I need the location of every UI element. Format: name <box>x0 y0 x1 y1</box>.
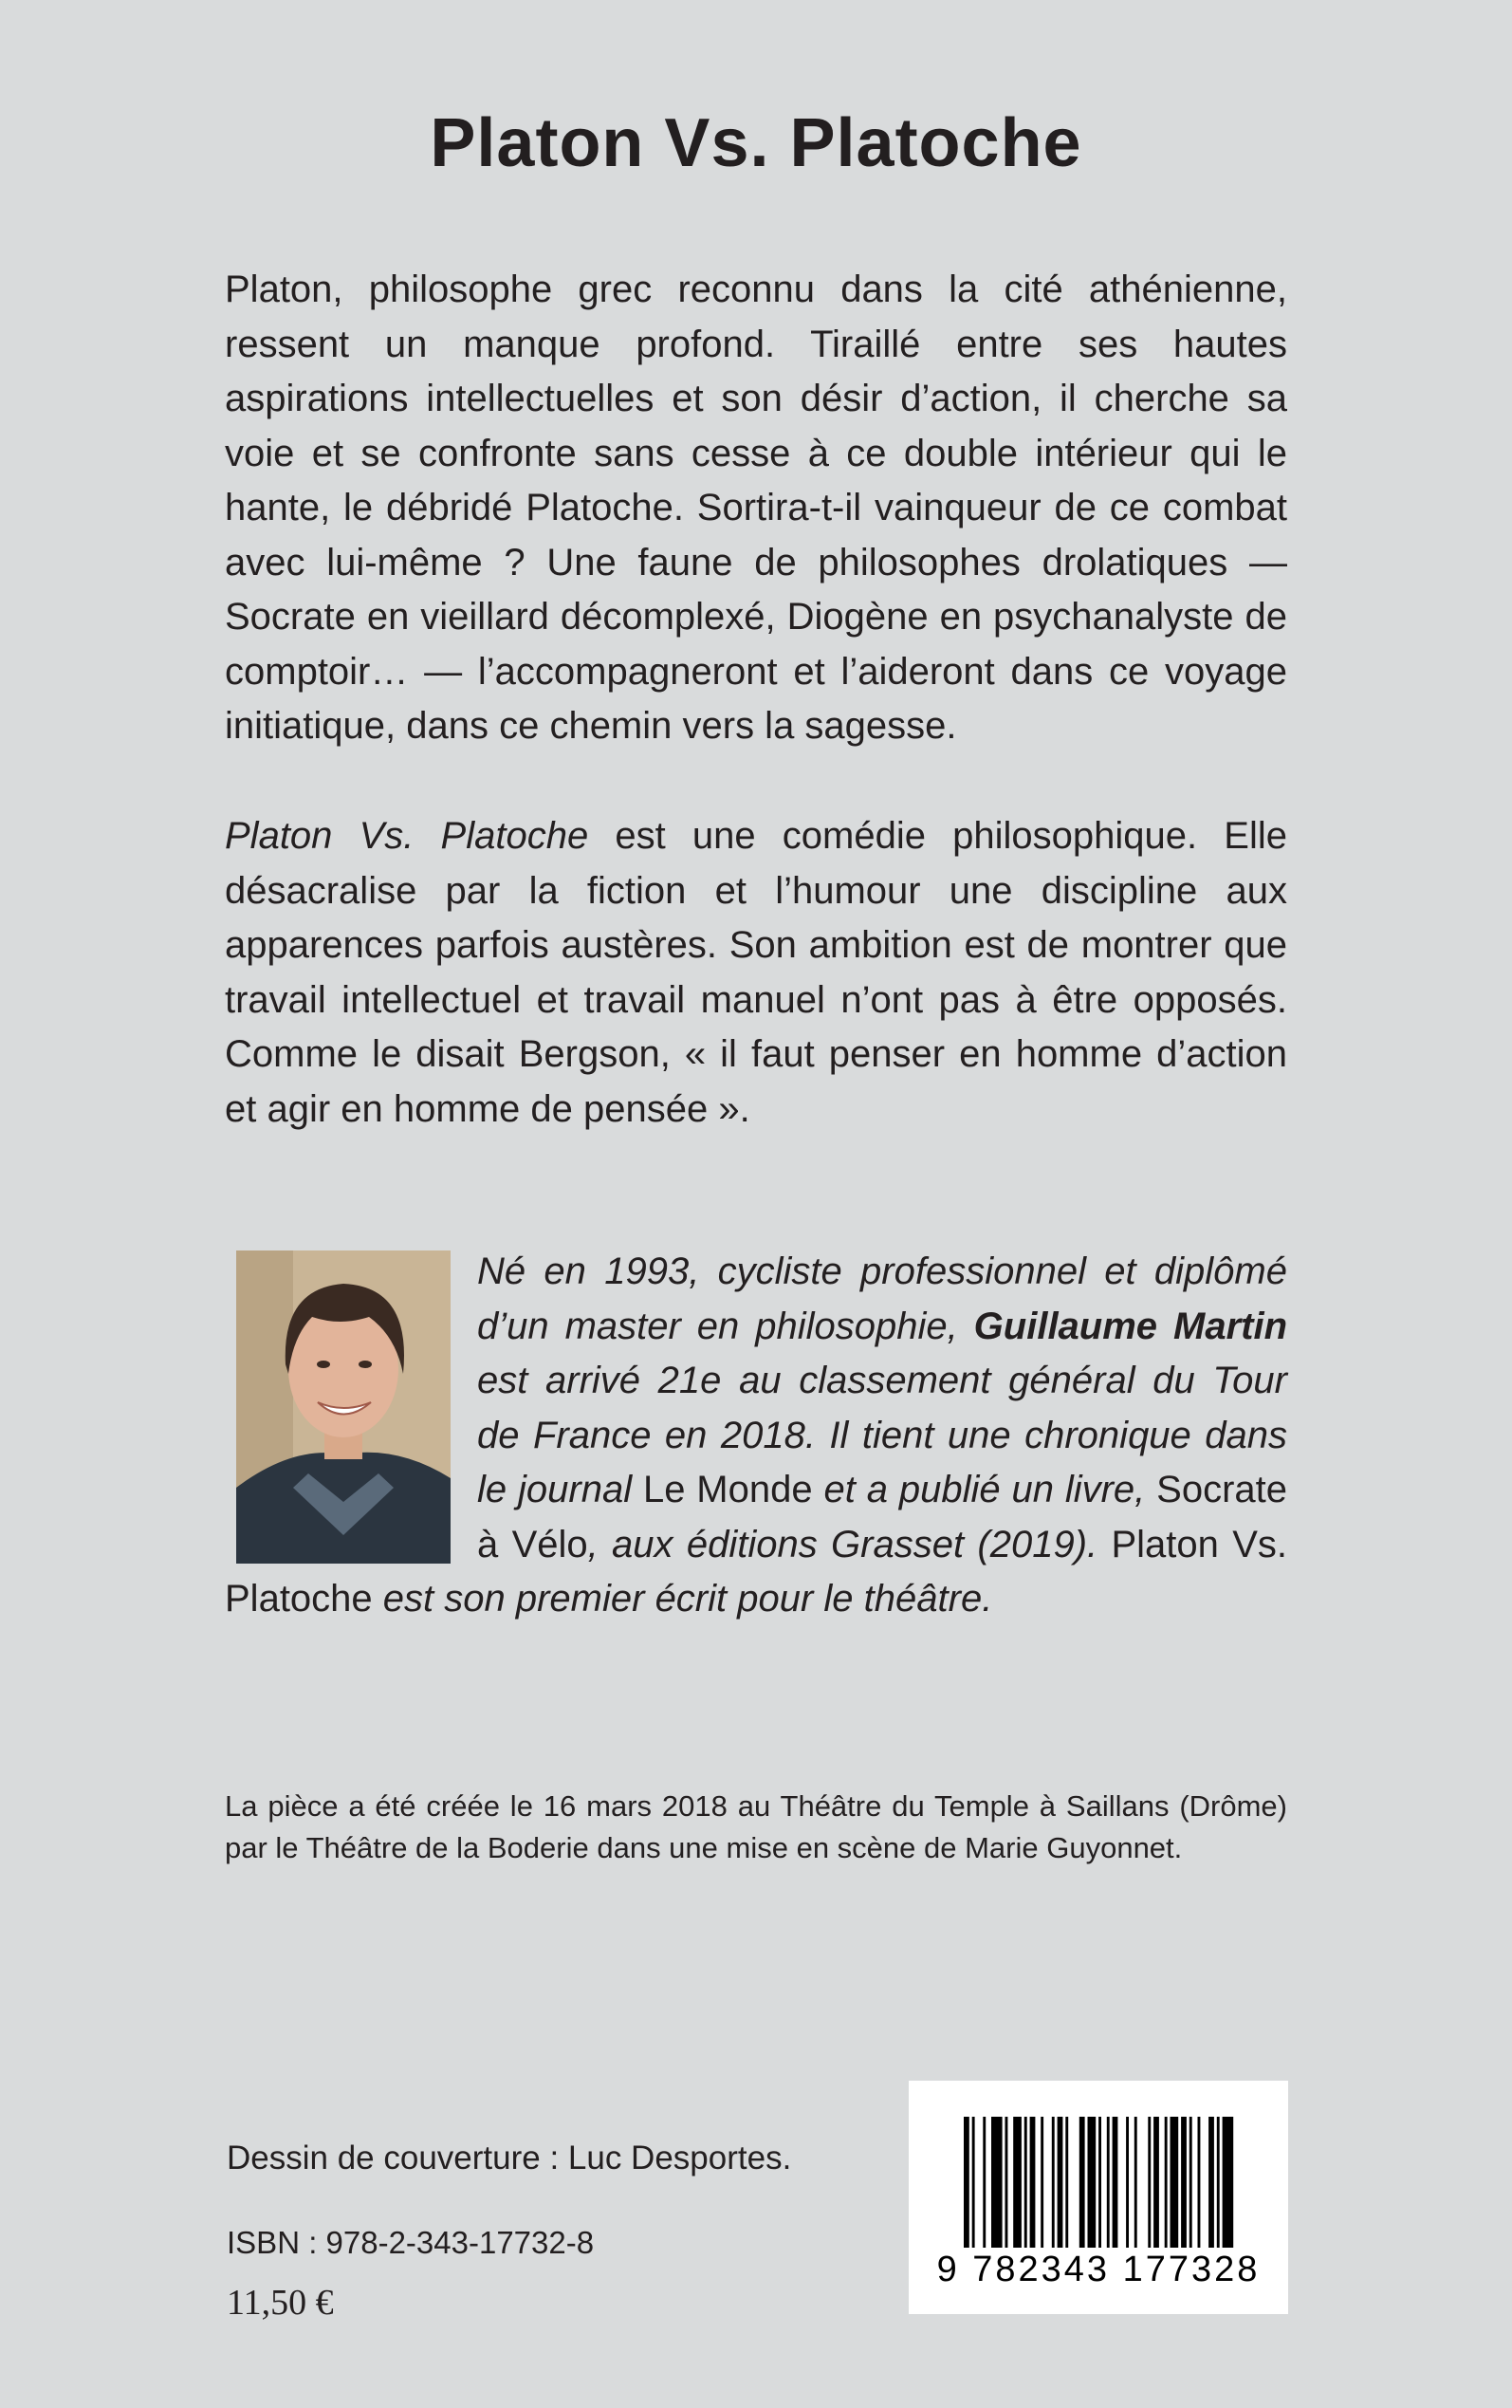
barcode-bar <box>1065 2117 1068 2248</box>
price: 11,50 € <box>227 2283 334 2323</box>
barcode-bar <box>1098 2117 1101 2248</box>
cover-credit: Dessin de couverture : Luc Desportes. <box>227 2139 792 2176</box>
isbn: ISBN : 978-2-343-17732-8 <box>227 2225 595 2260</box>
newspaper-name: Le Monde <box>642 1469 813 1510</box>
barcode-bar <box>1088 2117 1097 2248</box>
barcode-bar <box>1126 2117 1129 2248</box>
description-paragraph <box>225 809 1287 1137</box>
author-portrait-illustration <box>236 1250 451 1564</box>
barcode-bar <box>1189 2117 1192 2248</box>
barcode-bar <box>1148 2117 1151 2248</box>
bio-part-1: Né en 1993, cycliste professionnel et diplômé d’un master en philosophie, <box>477 1250 1287 1347</box>
barcode-bar <box>1153 2117 1159 2248</box>
barcode-bar <box>1165 2117 1168 2248</box>
barcode-bar <box>1113 2117 1118 2248</box>
barcode-bar <box>1198 2117 1201 2248</box>
barcode-digits: 9 782343 177328 <box>936 2250 1261 2289</box>
premiere-note: La pièce a été créée le 16 mars 2018 au Théâtre du Temple à Saillans (Drôme) par le Théâtre de la Boderie dans une mise en scène de Marie Guyonnet. <box>225 1789 1287 1864</box>
barcode-bar <box>1024 2117 1027 2248</box>
description-text: est une comédie philosophique. Elle désacralise par la fiction et l’humour une discipline aux apparences parfois austères. Son ambition est de montrer que travail intellectuel et travail manuel n’ont pas à être opposés. Comme le disait Bergson, « il faut penser en homme d’action et agir en homme de pensée ». <box>225 815 1287 1130</box>
barcode-bar <box>1030 2117 1036 2248</box>
author-photo <box>236 1250 451 1564</box>
book-title: Platon Vs. Platoche <box>430 105 1082 181</box>
bio-part-2: est arrivé 21e au classement général du Tour de France en 2018. Il tient une chronique dans le journal <box>477 1360 1287 1510</box>
bio-part-4: , aux éditions Grasset (2019). <box>587 1523 1112 1565</box>
barcode-bar <box>1005 2117 1008 2248</box>
barcode-bar <box>1058 2117 1063 2248</box>
barcode-bar <box>1208 2117 1214 2248</box>
barcode-bar <box>1041 2117 1043 2248</box>
barcode-bar <box>1052 2117 1055 2248</box>
play-title: Platon Vs. Platoche <box>225 1523 1287 1620</box>
previous-book-title: Socrate à Vélo <box>477 1469 1287 1565</box>
barcode-bar <box>972 2117 975 2248</box>
barcode-bar <box>1107 2117 1110 2248</box>
author-section <box>225 1245 1287 1627</box>
barcode-bar <box>1223 2117 1234 2248</box>
description-work-title: Platon Vs. Platoche <box>225 815 589 857</box>
bio-part-3: et a publié un livre, <box>812 1469 1157 1510</box>
barcode-bar <box>991 2117 1003 2248</box>
author-name: Guillaume Martin <box>973 1305 1288 1347</box>
synopsis-paragraph: Platon, philosophe grec reconnu dans la cité athénienne, ressent un manque profond. Tiraillé entre ses hautes aspirations intellectuelles et son désir d’action, il cherche sa voie et se confronte sans cesse à ce double intérieur qui le hante, le débridé Platoche. Sortira-t-il vainqueur de ce combat avec lui-même ? Une faune de philosophes drolatiques — Socrate en vieillard décomplexé, Diogène en psychanalyste de comptoir… — l’accompagneront et l’aideront dans ce voyage initiatique, dans ce chemin vers la sagesse. <box>225 269 1287 747</box>
barcode-bar <box>1171 2117 1179 2248</box>
barcode-bar <box>1134 2117 1137 2248</box>
barcode-bar <box>1181 2117 1187 2248</box>
barcode-bar <box>964 2117 969 2248</box>
barcode-bar <box>983 2117 986 2248</box>
barcode-bar <box>1079 2117 1085 2248</box>
barcode-bar <box>1217 2117 1220 2248</box>
bio-part-5: est son premier écrit pour le théâtre. <box>372 1578 993 1620</box>
barcode-bar <box>1013 2117 1022 2248</box>
barcode <box>909 2081 1288 2314</box>
